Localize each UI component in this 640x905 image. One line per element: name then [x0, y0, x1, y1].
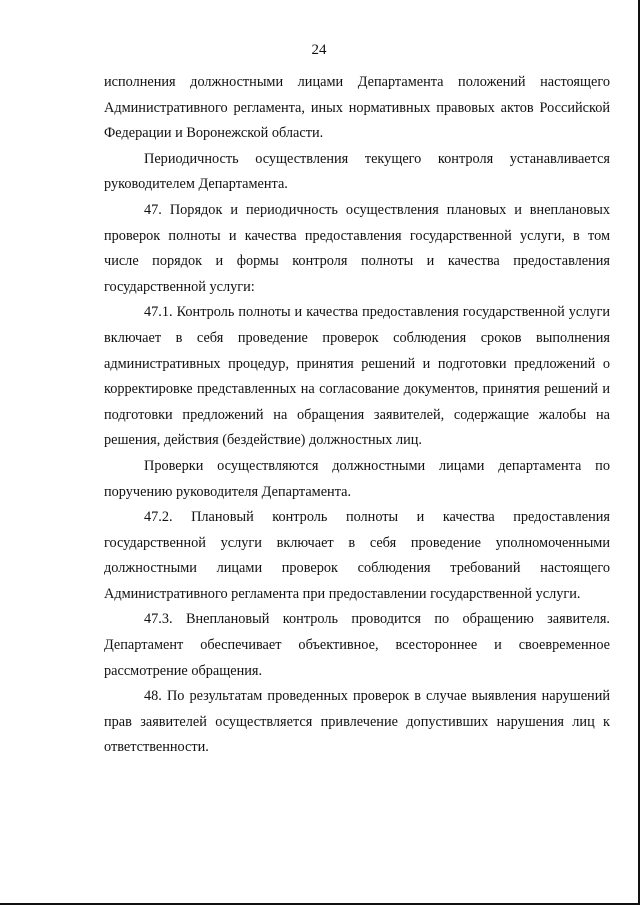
paragraph-47-2: 47.2. Плановый контроль полноты и качества предоставления государственной услуги включает в себя проведение уполномоченными должностными лицами проверок соблюдения требований настоящего Административного регламента при предоставлении государственной услуги.: [104, 509, 610, 602]
paragraph-monitoring-frequency: Периодичность осуществления текущего контроля устанавливается руководителем Департамента.: [104, 150, 610, 193]
paragraph-inspections: Проверки осуществляются должностными лицами департамента по поручению руководителя Департамента.: [104, 457, 610, 500]
paragraph-47: 47. Порядок и периодичность осуществления плановых и внеплановых проверок полноты и качества предоставления государственной услуги, в том числе порядок и формы контроля полноты и качества предоставления государственной услуги:: [104, 201, 610, 295]
page-number: 24: [311, 42, 327, 58]
paragraph-48: 48. По результатам проведенных проверок в случае выявления нарушений прав заявителей осуществляется привлечение допустивших нарушения лиц к ответственности.: [104, 688, 610, 756]
paragraph-continuation: исполнения должностными лицами Департамента положений настоящего Административного регламента, иных нормативных правовых актов Российской Федерации и Воронежской области.: [104, 74, 610, 142]
paragraph-47-1: 47.1. Контроль полноты и качества предоставления государственной услуги включает в себя проведение проверок соблюдения сроков выполнения административных процедур, принятия решений и подготовки предложений о корректировке представленных на согласование документов, принятия решений и подготовки предложений на обращения заявителей, содержащие жалобы на решения, действия (бездействие) должностных лиц.: [104, 304, 610, 449]
paragraph-47-3: 47.3. Внеплановый контроль проводится по обращению заявителя. Департамент обеспечивает объективное, всестороннее и своевременное рассмотрение обращения.: [104, 611, 610, 679]
document-body: [104, 70, 610, 761]
